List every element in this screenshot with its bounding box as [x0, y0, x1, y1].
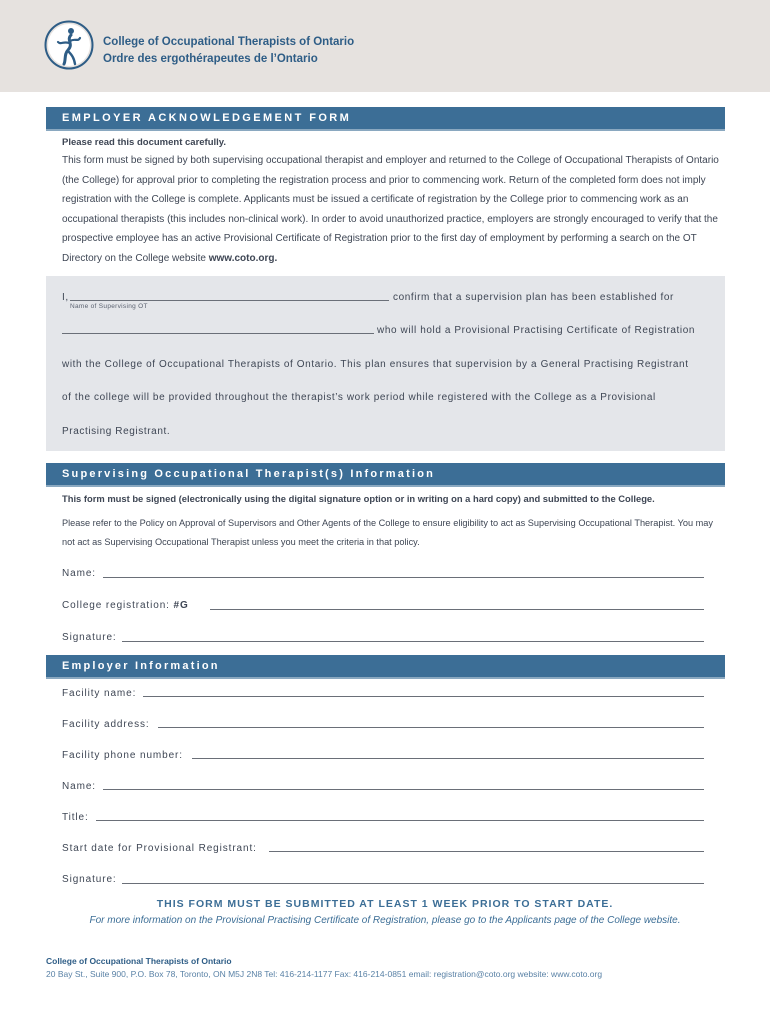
statement-line-3: with the College of Occupational Therapists of Ontario. This plan ensures that supervision by a General Practising Registrant: [62, 359, 689, 370]
statement-line-4: of the college will be provided throughout the therapist’s work period while registered with the College as a Provisional: [62, 392, 656, 403]
supervisor-name-input[interactable]: [103, 577, 704, 578]
intro-body: This form must be signed by both supervising occupational therapist and employer and returned to the College of Occupational Therapists of Ontario (the College) for approval prior to completing the registration process and prior to commencing work. Return of the completed form does not imply registration with the College is complete. Applicants must be issued a certificate of registration by the College prior to commencing work as an occupational therapists (this includes non-clinical work). In order to avoid unauthorized practice, employers are strongly encouraged to verify that the prospective employee has an active Provisional Certificate of Registration prior to the first day of employment by performing a search on the OT Directory on the College website: [62, 155, 719, 264]
more-info-note: For more information on the Provisional Practising Certificate of Registration, please go to the Applicants page of the College website.: [89, 915, 681, 926]
facility-address-label: Facility address:: [62, 719, 150, 730]
statement-who-text: who will hold a Provisional Practising Certificate of Registration: [377, 325, 696, 336]
employer-signature-input[interactable]: [122, 883, 704, 884]
page-header: [0, 0, 770, 92]
intro-paragraph: [62, 151, 722, 268]
policy-note: Please refer to the Policy on Approval of Supervisors and Other Agents of the College to ensure eligibility to act as Supervising Occupational Therapist. You may not act as Supervising Occupational Therapist unless you meet the criteria in that policy.: [62, 518, 713, 547]
employer-section-title: Employer Information: [46, 655, 725, 677]
supervising-ot-caption: Name of Supervising OT: [70, 303, 148, 310]
facility-name-label: Facility name:: [62, 688, 137, 699]
form-title-bar: EMPLOYER ACKNOWLEDGEMENT FORM: [46, 107, 725, 129]
org-name-french: Ordre des ergothérapeutes de l’Ontario: [103, 53, 318, 65]
footer-org-name: College of Occupational Therapists of Ontario: [46, 956, 232, 966]
employer-title-label: Title:: [62, 812, 89, 823]
statement-confirm-text: confirm that a supervision plan has been established for: [393, 292, 674, 303]
provisional-registrant-name-field[interactable]: [62, 333, 374, 334]
facility-phone-label: Facility phone number:: [62, 750, 183, 761]
org-name-english: College of Occupational Therapists of Ontario: [103, 36, 355, 48]
employer-name-input[interactable]: [103, 789, 704, 790]
footer-contact: 20 Bay St., Suite 900, P.O. Box 78, Toronto, ON M5J 2N8 Tel: 416-214-1177 Fax: 416-214-0851 email: registration@coto.org website: www.coto.org: [46, 969, 603, 979]
employer-bar-underline: [46, 677, 725, 679]
facility-address-input[interactable]: [158, 727, 704, 728]
signature-instruction: This form must be signed (electronically using the digital signature option or in writing on a hard copy) and submitted to the College.: [62, 493, 655, 504]
start-date-label: Start date for Provisional Registrant:: [62, 843, 257, 854]
supervisor-bar-underline: [46, 485, 725, 487]
registration-prefix: #G: [173, 600, 189, 611]
employer-signature-label: Signature:: [62, 874, 117, 885]
start-date-input[interactable]: [269, 851, 704, 852]
title-bar-underline: [46, 129, 725, 131]
intro-heading: Please read this document carefully.: [62, 137, 227, 148]
deadline-notice: THIS FORM MUST BE SUBMITTED AT LEAST 1 WEEK PRIOR TO START DATE.: [156, 898, 614, 910]
college-registration-input[interactable]: [210, 609, 704, 610]
supervisor-section-title: Supervising Occupational Therapist(s) Information: [46, 463, 725, 485]
facility-phone-input[interactable]: [192, 758, 704, 759]
supervisor-name-label: Name:: [62, 568, 96, 579]
facility-name-input[interactable]: [143, 696, 704, 697]
supervisor-signature-label: Signature:: [62, 632, 117, 643]
supervisor-signature-input[interactable]: [122, 641, 704, 642]
college-registration-label: [62, 600, 189, 611]
figure-in-circle-logo: [44, 20, 94, 70]
website-link[interactable]: www.coto.org.: [208, 252, 278, 264]
college-registration-text: College registration:: [62, 600, 170, 611]
statement-i-label: I,: [62, 292, 69, 303]
supervising-ot-name-field[interactable]: [70, 300, 389, 301]
statement-line-5: Practising Registrant.: [62, 426, 171, 437]
employer-name-label: Name:: [62, 781, 96, 792]
organization-name: [103, 34, 354, 68]
employer-title-input[interactable]: [96, 820, 704, 821]
